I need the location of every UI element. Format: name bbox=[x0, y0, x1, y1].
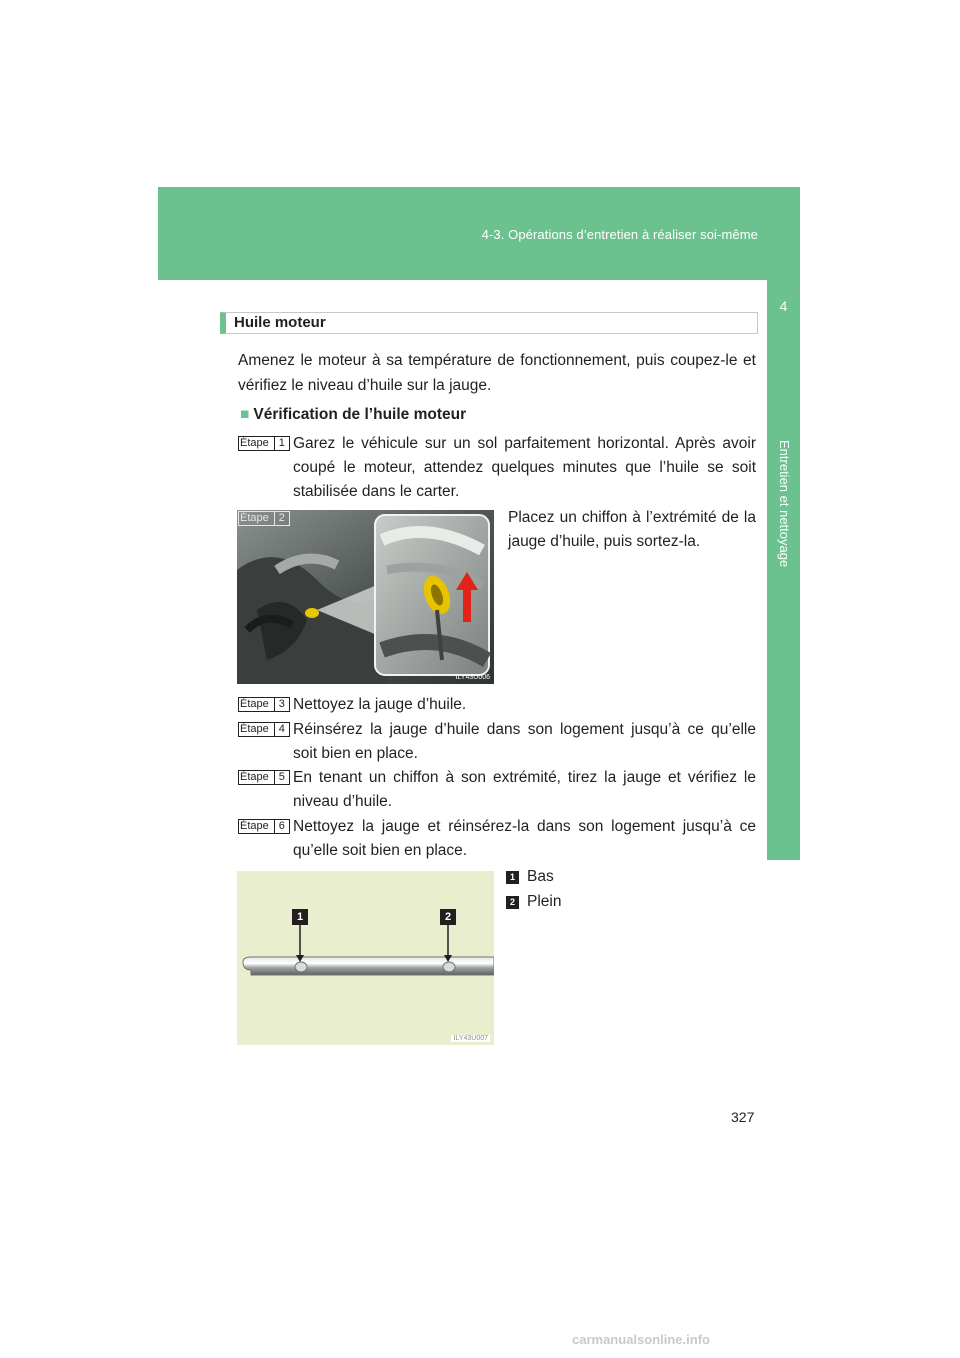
step-3 bbox=[238, 693, 756, 717]
step-1 bbox=[238, 432, 756, 504]
chapter-label: Entretien et nettoyage bbox=[777, 440, 792, 568]
figure-code: ILY43U007 bbox=[453, 1035, 488, 1042]
subsection-heading bbox=[240, 406, 466, 424]
step-label: Étape 2 bbox=[238, 511, 290, 526]
chapter-tab bbox=[767, 280, 800, 860]
square-bullet-icon: ■ bbox=[240, 406, 250, 423]
header-section-title: 4-3. Opérations d’entretien à réaliser soi-même bbox=[481, 227, 758, 242]
subsection-title: Vérification de l’huile moteur bbox=[253, 406, 467, 423]
step-label: Étape 5 bbox=[238, 770, 290, 785]
step-5 bbox=[238, 766, 756, 814]
section-title-bar bbox=[220, 312, 758, 334]
page-number: 327 bbox=[731, 1109, 755, 1125]
watermark: carmanualsonline.info bbox=[572, 1332, 710, 1347]
dipstick-illustration bbox=[237, 871, 494, 1045]
section-title: Huile moteur bbox=[234, 314, 326, 331]
step-6 bbox=[238, 815, 756, 863]
intro-paragraph: Amenez le moteur à sa température de fonctionnement, puis coupez-le et vérifiez le niveau d’huile sur la jauge. bbox=[238, 352, 756, 394]
step-2-text: Placez un chiffon à l’extrémité de la jauge d’huile, puis sortez-la. bbox=[508, 509, 756, 550]
step-label: Étape 4 bbox=[238, 722, 290, 737]
photo-code: ILY43U006 bbox=[455, 674, 490, 681]
header-band bbox=[158, 187, 800, 280]
step-text: Nettoyez la jauge d’huile. bbox=[293, 696, 467, 713]
legend-label: Plein bbox=[527, 893, 562, 910]
step-text: En tenant un chiffon à son extrémité, tirez la jauge et vérifiez le niveau d’huile. bbox=[293, 769, 756, 810]
legend-label: Bas bbox=[527, 868, 554, 885]
legend-item-full bbox=[506, 893, 561, 911]
dipstick-level-figure bbox=[237, 871, 494, 1045]
callout-low-number: 1 bbox=[296, 911, 304, 923]
legend-item-low bbox=[506, 868, 554, 886]
step-label: Étape 1 bbox=[238, 436, 290, 451]
step-text: Nettoyez la jauge et réinsérez-la dans son logement jusqu’à ce qu’elle soit bien en place. bbox=[293, 818, 756, 859]
step-label: Étape 6 bbox=[238, 819, 290, 834]
legend-number: 1 bbox=[506, 871, 519, 884]
step-4 bbox=[238, 718, 756, 766]
step-text: Garez le véhicule sur un sol parfaitement horizontal. Après avoir coupé le moteur, attendez quelques minutes que l’huile se soit stabilisée dans le carter. bbox=[293, 435, 756, 500]
step-label: Étape 3 bbox=[238, 697, 290, 712]
callout-full-number: 2 bbox=[444, 911, 452, 923]
step-text: Réinsérez la jauge d’huile dans son logement jusqu’à ce qu’elle soit bien en place. bbox=[293, 721, 756, 762]
engine-photo-illustration bbox=[237, 510, 494, 684]
legend-number: 2 bbox=[506, 896, 519, 909]
chapter-number: 4 bbox=[779, 298, 788, 314]
engine-dipstick-photo bbox=[237, 510, 494, 684]
